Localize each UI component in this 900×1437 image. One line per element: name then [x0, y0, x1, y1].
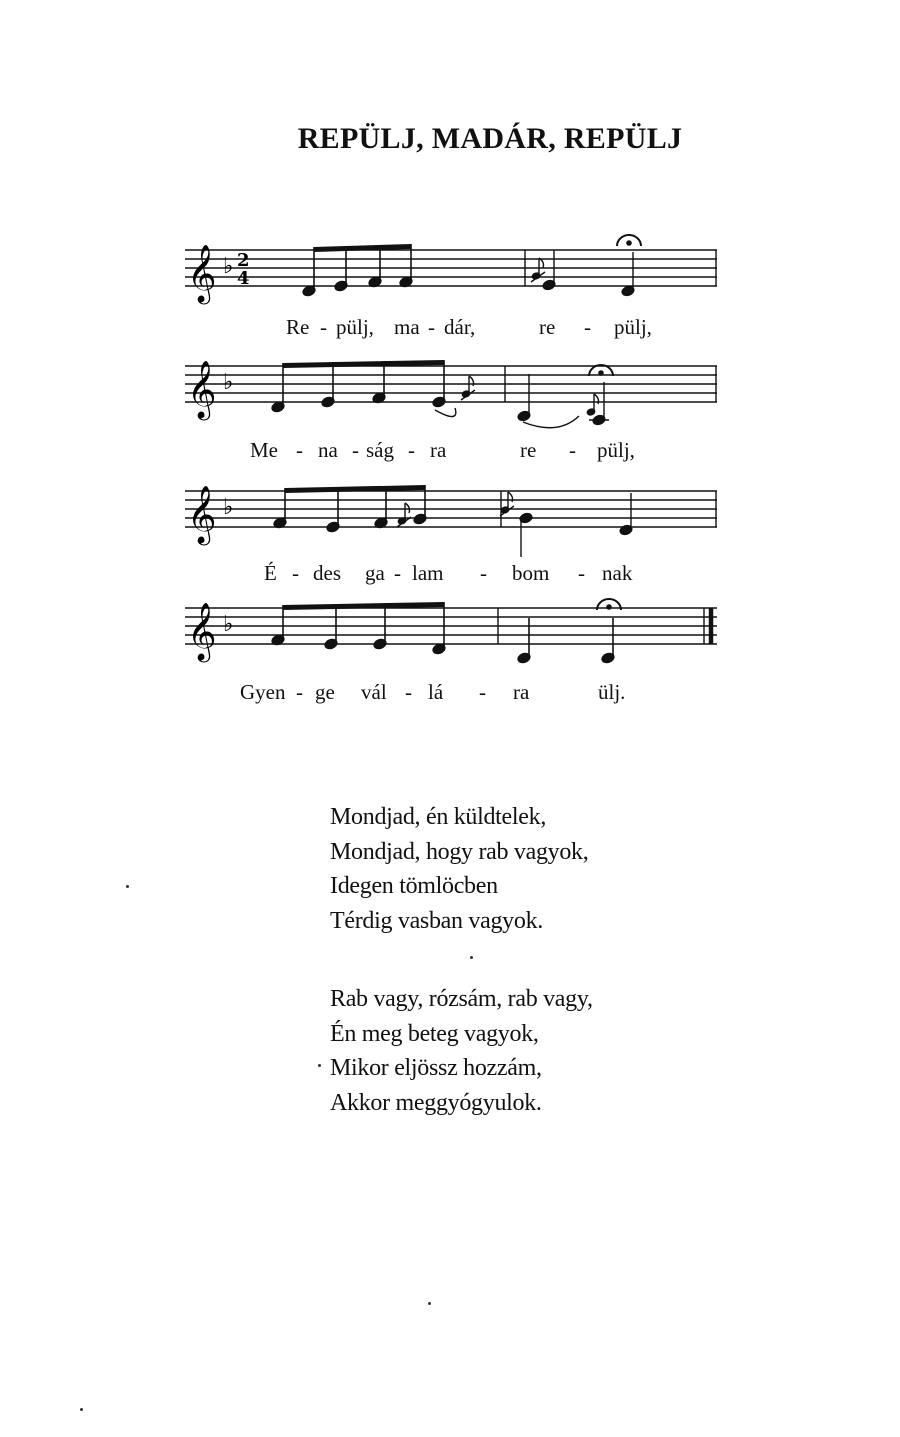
lyric-syllable: pülj,	[336, 315, 374, 339]
lyric-syllable: -	[584, 315, 591, 339]
scan-speck	[470, 956, 473, 959]
treble-clef-icon: 𝄞	[187, 485, 217, 543]
lyric-syllable: re	[539, 315, 556, 339]
treble-clef-icon: 𝄞	[187, 360, 217, 418]
lyric-syllable: na	[318, 438, 338, 462]
flat-sign-icon: ♭	[223, 370, 234, 395]
lyric-syllable: ga	[365, 561, 385, 585]
time-signature-top: 2	[237, 250, 250, 271]
lyric-syllable: ülj.	[598, 680, 626, 704]
lyric-syllable: lam	[412, 561, 444, 585]
fermata-icon	[617, 235, 641, 246]
lyric-syllable: des	[313, 561, 341, 585]
staff-system-2	[185, 354, 725, 434]
verse-line: Mondjad, én küldtelek,	[330, 804, 547, 830]
lyric-syllable: ge	[315, 680, 335, 704]
lyric-syllable: ra	[513, 680, 530, 704]
flat-sign-icon: ♭	[223, 612, 234, 637]
lyric-syllable: -	[292, 561, 299, 585]
time-signature-bottom: 4	[237, 268, 250, 289]
lyric-syllable: -	[480, 561, 487, 585]
lyric-syllable: -	[428, 315, 435, 339]
song-title: REPÜLJ, MADÁR, REPÜLJ	[297, 122, 683, 155]
lyric-syllable: Re	[286, 315, 310, 339]
flat-sign-icon: ♭	[223, 254, 234, 279]
lyric-syllable: -	[296, 680, 303, 704]
lyric-syllable: ma	[394, 315, 420, 339]
lyric-syllable: Gyen	[240, 680, 286, 704]
lyric-syllable: -	[408, 438, 415, 462]
lyric-syllable: Me	[250, 438, 278, 462]
flat-sign-icon: ♭	[223, 495, 234, 520]
lyric-syllable: ra	[430, 438, 447, 462]
staff-system-3	[185, 479, 725, 559]
lyric-syllable: bom	[512, 561, 550, 585]
scan-speck	[428, 1302, 431, 1305]
verse-line: Térdig vasban vagyok.	[330, 907, 543, 934]
scan-speck	[318, 1064, 321, 1067]
verse-line: Én meg beteg vagyok,	[330, 1020, 539, 1047]
verse-line: Rab vagy, rózsám, rab vagy,	[330, 986, 593, 1012]
lyric-syllable: re	[520, 438, 537, 462]
lyric-syllable: lá	[428, 680, 444, 704]
lyric-syllable: ság	[366, 438, 394, 462]
scan-speck	[126, 885, 129, 888]
lyric-syllable: pülj,	[614, 315, 652, 339]
verse-2	[330, 982, 593, 1120]
staff-notation-1	[185, 238, 725, 318]
staff-notation-4	[185, 596, 725, 676]
staff-system-4	[185, 596, 725, 676]
treble-clef-icon: 𝄞	[187, 244, 217, 302]
lyric-syllable: -	[479, 680, 486, 704]
lyric-syllable: -	[352, 438, 359, 462]
staff-notation-3	[185, 479, 725, 559]
staff-system-1	[185, 238, 725, 318]
lyric-syllable: dár,	[444, 315, 476, 339]
lyric-syllable: -	[578, 561, 585, 585]
lyric-syllable: -	[569, 438, 576, 462]
lyric-syllable: -	[320, 315, 327, 339]
lyric-syllable: nak	[602, 561, 633, 585]
verse-line: Mikor eljössz hozzám,	[330, 1055, 542, 1081]
lyric-syllable: É	[264, 561, 277, 585]
verse-line: Mondjad, hogy rab vagyok,	[330, 838, 589, 865]
scan-speck	[80, 1408, 83, 1411]
lyric-syllable: -	[296, 438, 303, 462]
lyric-syllable: -	[394, 561, 401, 585]
treble-clef-icon: 𝄞	[187, 602, 217, 660]
verse-line: Idegen tömlöcben	[330, 873, 498, 899]
verse-1	[330, 800, 588, 938]
lyric-syllable: vál	[361, 680, 387, 704]
lyric-syllable: pülj,	[597, 438, 635, 462]
lyric-syllable: -	[405, 680, 412, 704]
verse-line: Akkor meggyógyulok.	[330, 1089, 542, 1116]
staff-notation-2	[185, 354, 725, 434]
